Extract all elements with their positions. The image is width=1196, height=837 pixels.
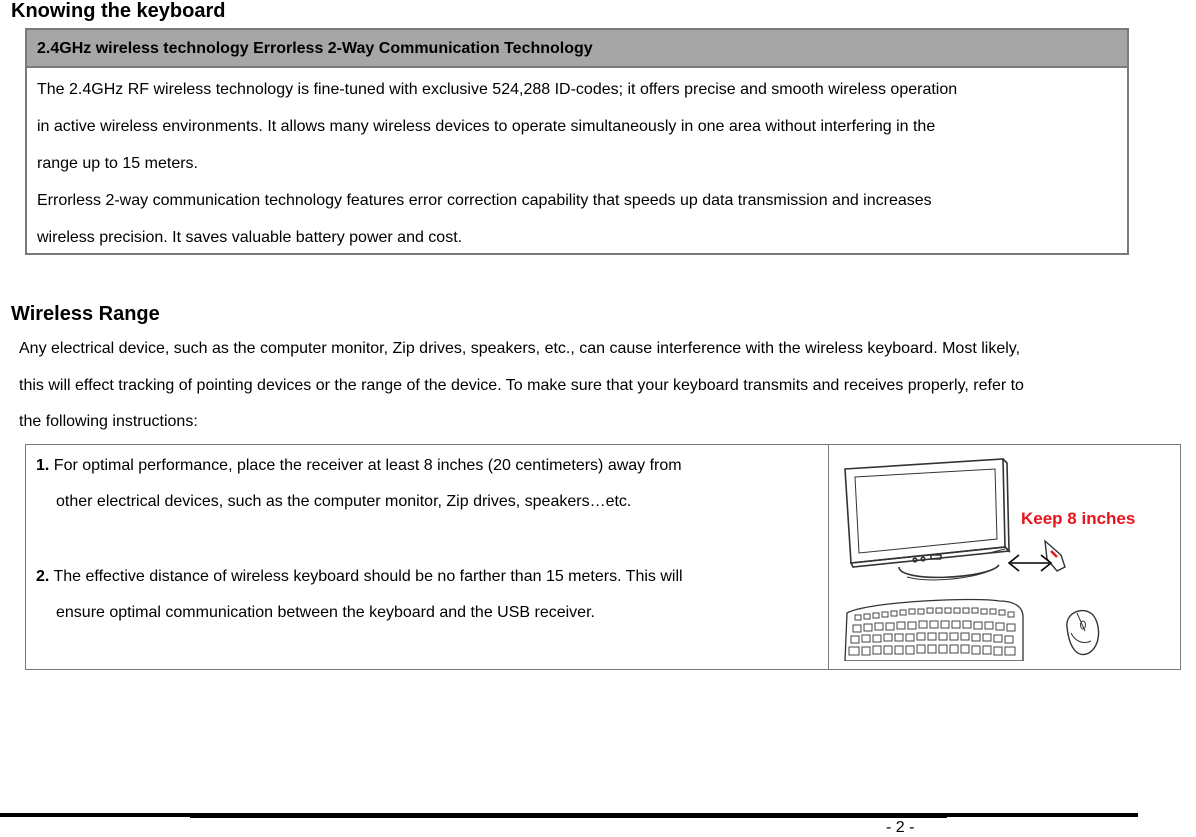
tech-line: The 2.4GHz RF wireless technology is fine-tuned with exclusive 524,288 ID-codes; it offers precise and smooth wireless operation: [37, 81, 958, 98]
technology-table: [25, 28, 1129, 255]
distance-arrow-icon: [1009, 555, 1051, 571]
instruction-text: The effective distance of wireless keyboard should be no farther than 15 meters. This will: [49, 568, 683, 585]
wireless-range-intro: [19, 331, 1196, 441]
keyboard-icon: [845, 600, 1023, 662]
tech-line: in active wireless environments. It allows many wireless devices to operate simultaneously in one area without interfering in the: [37, 118, 936, 135]
instruction-number: 1.: [36, 457, 50, 474]
intro-line: this will effect tracking of pointing devices or the range of the device. To make sure that your keyboard transmits and receives properly, refer to: [19, 376, 1024, 394]
tech-line: Errorless 2-way communication technology features error correction capability that speeds up data transmission and increases: [37, 192, 932, 209]
instruction-text-continued: other electrical devices, such as the computer monitor, Zip drives, speakers…etc.: [56, 493, 632, 510]
instruction-item: [36, 559, 683, 631]
footer-rule-thin: [190, 817, 947, 818]
instruction-number: 2.: [36, 568, 50, 585]
monitor-icon: [845, 459, 1009, 580]
technology-table-body: [27, 68, 1127, 256]
instructions-table: [25, 444, 1181, 670]
monitor-keyboard-mouse-illustration: [839, 455, 1107, 661]
technology-table-header: 2.4GHz wireless technology Errorless 2-Way Communication Technology: [27, 30, 1127, 68]
usb-receiver-icon: [1045, 541, 1065, 571]
intro-line: Any electrical device, such as the computer monitor, Zip drives, speakers, etc., can cause interference with the wireless keyboard. Most likely,: [19, 340, 1021, 357]
illustration-cell: [829, 445, 1180, 669]
instruction-text-continued: ensure optimal communication between the keyboard and the USB receiver.: [56, 604, 595, 621]
mouse-icon: [1067, 611, 1099, 655]
page-number: - 2 -: [886, 819, 915, 836]
section-title-wireless-range: Wireless Range: [11, 303, 160, 325]
intro-line: the following instructions:: [19, 413, 198, 430]
section-title-knowing-keyboard: Knowing the keyboard: [11, 0, 226, 22]
tech-line: wireless precision. It saves valuable battery power and cost.: [37, 229, 463, 246]
instruction-item: [36, 448, 682, 520]
instructions-cell: [26, 445, 829, 669]
tech-line: range up to 15 meters.: [37, 155, 198, 172]
keep-distance-label: Keep 8 inches: [1021, 509, 1136, 528]
instruction-text: For optimal performance, place the receiver at least 8 inches (20 centimeters) away from: [49, 457, 682, 474]
